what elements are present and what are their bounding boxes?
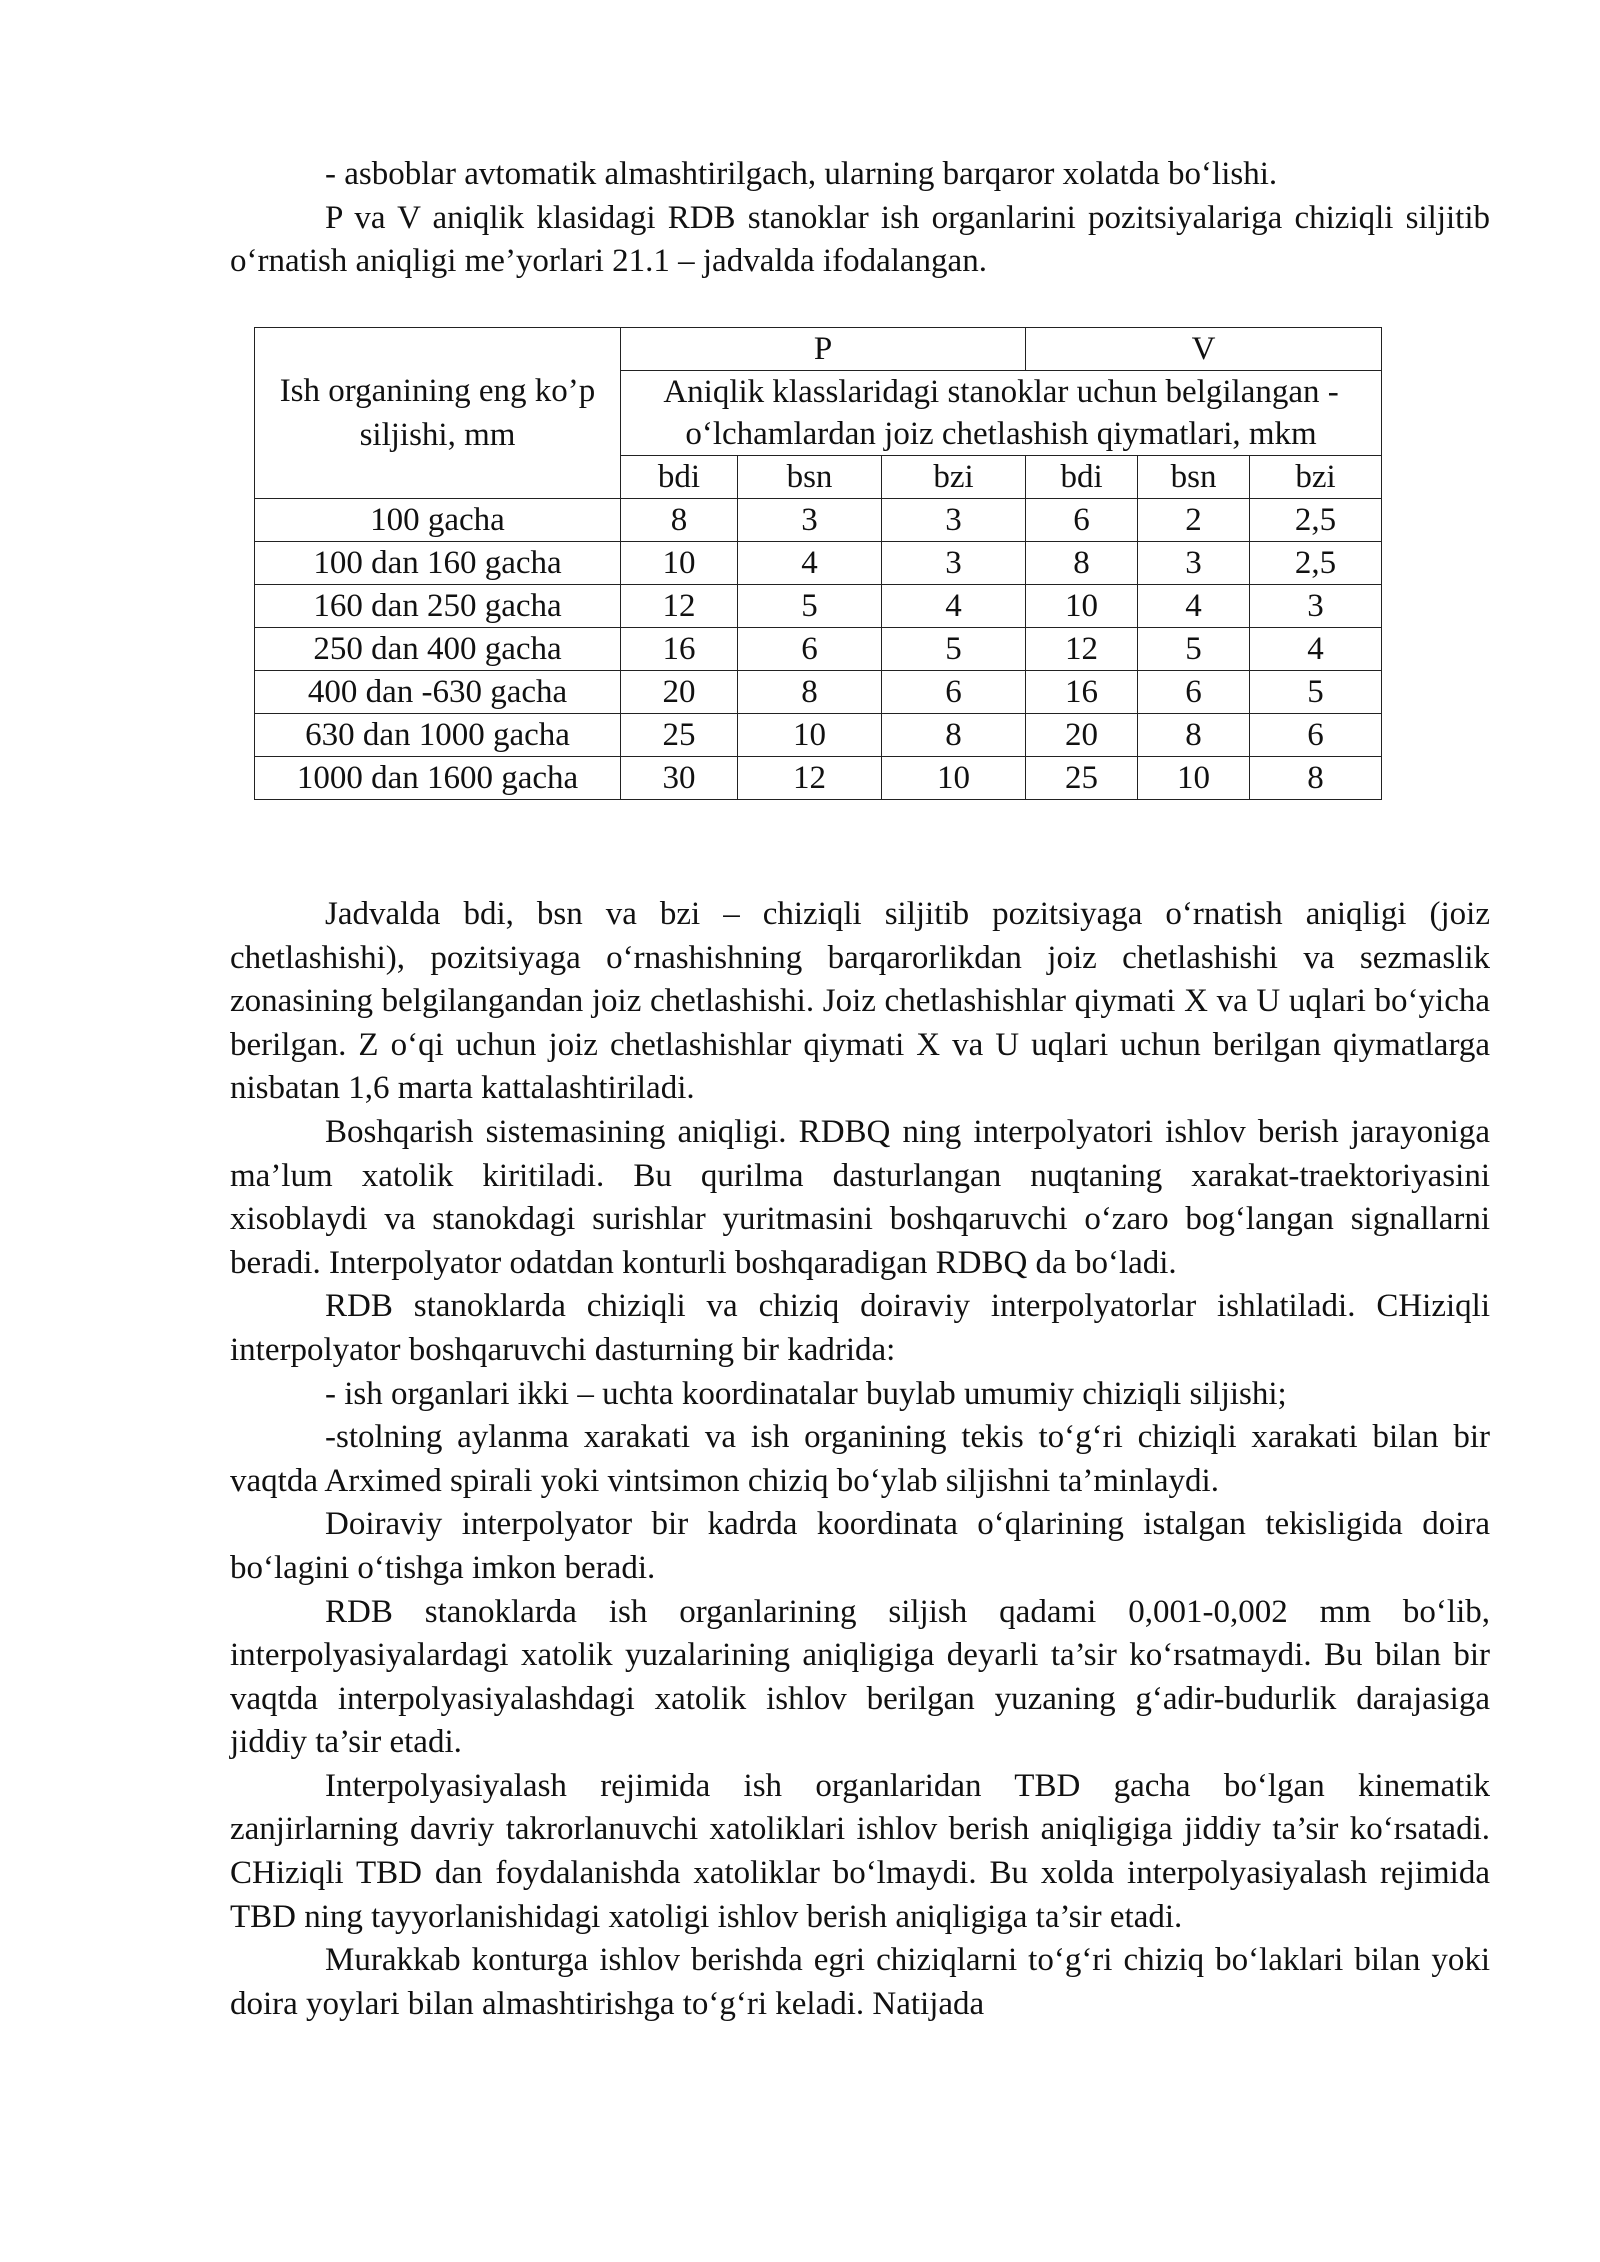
value-cell: 6 xyxy=(882,671,1026,714)
value-cell: 6 xyxy=(1250,714,1382,757)
body-bullet: - ish organlari ikki – uchta koordinatalar buylab umumiy chiziqli siljishi; xyxy=(325,1375,1287,1412)
value-cell: 8 xyxy=(621,499,738,542)
value-cell: 4 xyxy=(882,585,1026,628)
body-paragraph: Jadvalda bdi, bsn va bzi – chiziqli siljitib pozitsiyaga o‘rnatish aniqligi (joiz chetlashishi), pozitsiyaga o‘rnashishning barqarorlikdan joiz chetlashishi va sezmaslik zonasining belgilangandan joiz chetlashishi. Joiz chetlashishlar qiymati X va U uqlari bo‘yicha berilgan. Z o‘qi uchun joiz chetlashishlar qiymati X va U uqlari uchun berilgan qiymatlarga nisbatan 1,6 marta kattalashtiriladi. xyxy=(230,896,1490,1107)
body-paragraph: RDB stanoklarda chiziqli va chiziq doiraviy interpolyatorlar ishlatiladi. CHiziqli interpolyator boshqaruvchi dasturning bir kadrida: xyxy=(230,1288,1490,1368)
value-cell: 16 xyxy=(621,628,738,671)
value-cell: 2,5 xyxy=(1250,499,1382,542)
value-cell: 4 xyxy=(1250,628,1382,671)
column-header: bzi xyxy=(1250,456,1382,499)
value-cell: 6 xyxy=(1026,499,1138,542)
body-paragraph: Interpolyasiyalash rejimida ish organlaridan TBD gacha bo‘lgan kinematik zanjirlarning davriy takrorlanuvchi xatoliklari ishlov berish aniqligiga jiddiy ta’sir ko‘rsatadi. CHiziqli TBD dan foydalanishda xatoliklar bo‘lmaydi. Bu xolda interpolyasiyalash rejimida TBD ning tayyorlanishidagi xatoligi ishlov berish aniqligiga ta’sir etadi. xyxy=(230,1767,1490,1935)
value-cell: 8 xyxy=(1250,757,1382,800)
tolerance-table xyxy=(254,327,1382,800)
range-cell: 100 dan 160 gacha xyxy=(255,542,621,585)
value-cell: 10 xyxy=(1026,585,1138,628)
body-section xyxy=(230,893,1490,2026)
column-header: bzi xyxy=(882,456,1026,499)
body-paragraph: Boshqarish sistemasining aniqligi. RDBQ ning interpolyatori ishlov berish jarayoniga ma’lum xatolik kiritiladi. Bu qurilma dasturlangan nuqtaning xarakat-traektoriyasini xisoblaydi va stanokdagi surishlar yuritmasini boshqaruvchi o‘zaro bog‘langan signallarni beradi. Interpolyator odatdan konturli boshqaradigan RDBQ da bo‘ladi. xyxy=(230,1113,1490,1281)
value-cell: 3 xyxy=(738,499,882,542)
value-cell: 2,5 xyxy=(1250,542,1382,585)
column-header: bsn xyxy=(738,456,882,499)
range-cell: 1000 dan 1600 gacha xyxy=(255,757,621,800)
range-cell: 160 dan 250 gacha xyxy=(255,585,621,628)
value-cell: 25 xyxy=(1026,757,1138,800)
intro-section xyxy=(230,153,1490,284)
value-cell: 3 xyxy=(1138,542,1250,585)
column-header: bsn xyxy=(1138,456,1250,499)
table-row xyxy=(255,714,1382,757)
intro-paragraph: P va V aniqlik klasidagi RDB stanoklar ish organlarini pozitsiyalariga chiziqli siljitib o‘rnatish aniqligi me’yorlari 21.1 – jadvalda ifodalangan. xyxy=(230,199,1490,280)
row-header-cell: Ish organining eng ko’p siljishi, mm xyxy=(255,328,621,499)
tolerance-description: Aniqlik klasslaridagi stanoklar uchun belgilangan - o‘lchamlardan joiz chetlashish qiymatlari, mkm xyxy=(621,371,1382,456)
range-cell: 100 gacha xyxy=(255,499,621,542)
value-cell: 12 xyxy=(738,757,882,800)
value-cell: 8 xyxy=(1138,714,1250,757)
class-v-header: V xyxy=(1026,328,1382,371)
value-cell: 5 xyxy=(1138,628,1250,671)
value-cell: 6 xyxy=(738,628,882,671)
body-bullet: -stolning aylanma xarakati va ish organining tekis to‘g‘ri chiziqli xarakati bilan bir vaqtda Arximed spirali yoki vintsimon chiziq bo‘ylab siljishni ta’minlaydi. xyxy=(230,1419,1490,1499)
value-cell: 8 xyxy=(882,714,1026,757)
body-paragraph: RDB stanoklarda ish organlarining siljish qadami 0,001-0,002 mm bo‘lib, interpolyasiyalardagi xatolik yuzalarining aniqligiga deyarli ta’sir ko‘rsatmaydi. Bu bilan bir vaqtda interpolyasiyalashdagi xatolik ishlov berilgan yuzaning g‘adir-budurlik darajasiga jiddiy ta’sir etadi. xyxy=(230,1593,1490,1761)
value-cell: 30 xyxy=(621,757,738,800)
value-cell: 4 xyxy=(1138,585,1250,628)
value-cell: 25 xyxy=(621,714,738,757)
intro-bullet: - asboblar avtomatik almashtirilgach, ularning barqaror xolatda bo‘lishi. xyxy=(325,156,1278,192)
value-cell: 10 xyxy=(1138,757,1250,800)
body-paragraph: Doiraviy interpolyator bir kadrda koordinata o‘qlarining istalgan tekisligida doira bo‘lagini o‘tishga imkon beradi. xyxy=(230,1506,1490,1586)
column-header: bdi xyxy=(621,456,738,499)
value-cell: 8 xyxy=(738,671,882,714)
value-cell: 12 xyxy=(621,585,738,628)
range-cell: 400 dan -630 gacha xyxy=(255,671,621,714)
value-cell: 10 xyxy=(882,757,1026,800)
value-cell: 10 xyxy=(738,714,882,757)
value-cell: 5 xyxy=(738,585,882,628)
value-cell: 5 xyxy=(882,628,1026,671)
value-cell: 3 xyxy=(882,499,1026,542)
table-row xyxy=(255,628,1382,671)
value-cell: 20 xyxy=(1026,714,1138,757)
body-paragraph: Murakkab konturga ishlov berishda egri chiziqlarni to‘g‘ri chiziq bo‘laklari bilan yoki doira yoylari bilan almashtirishga to‘g‘ri keladi. Natijada xyxy=(230,1942,1490,2022)
value-cell: 12 xyxy=(1026,628,1138,671)
column-header: bdi xyxy=(1026,456,1138,499)
table-row xyxy=(255,757,1382,800)
range-cell: 250 dan 400 gacha xyxy=(255,628,621,671)
table-header-row xyxy=(255,328,1382,371)
value-cell: 20 xyxy=(621,671,738,714)
value-cell: 6 xyxy=(1138,671,1250,714)
value-cell: 3 xyxy=(882,542,1026,585)
value-cell: 5 xyxy=(1250,671,1382,714)
table-row xyxy=(255,542,1382,585)
table-row xyxy=(255,585,1382,628)
value-cell: 8 xyxy=(1026,542,1138,585)
table-row xyxy=(255,671,1382,714)
value-cell: 10 xyxy=(621,542,738,585)
value-cell: 4 xyxy=(738,542,882,585)
value-cell: 3 xyxy=(1250,585,1382,628)
value-cell: 16 xyxy=(1026,671,1138,714)
range-cell: 630 dan 1000 gacha xyxy=(255,714,621,757)
class-p-header: P xyxy=(621,328,1026,371)
value-cell: 2 xyxy=(1138,499,1250,542)
table-row xyxy=(255,499,1382,542)
